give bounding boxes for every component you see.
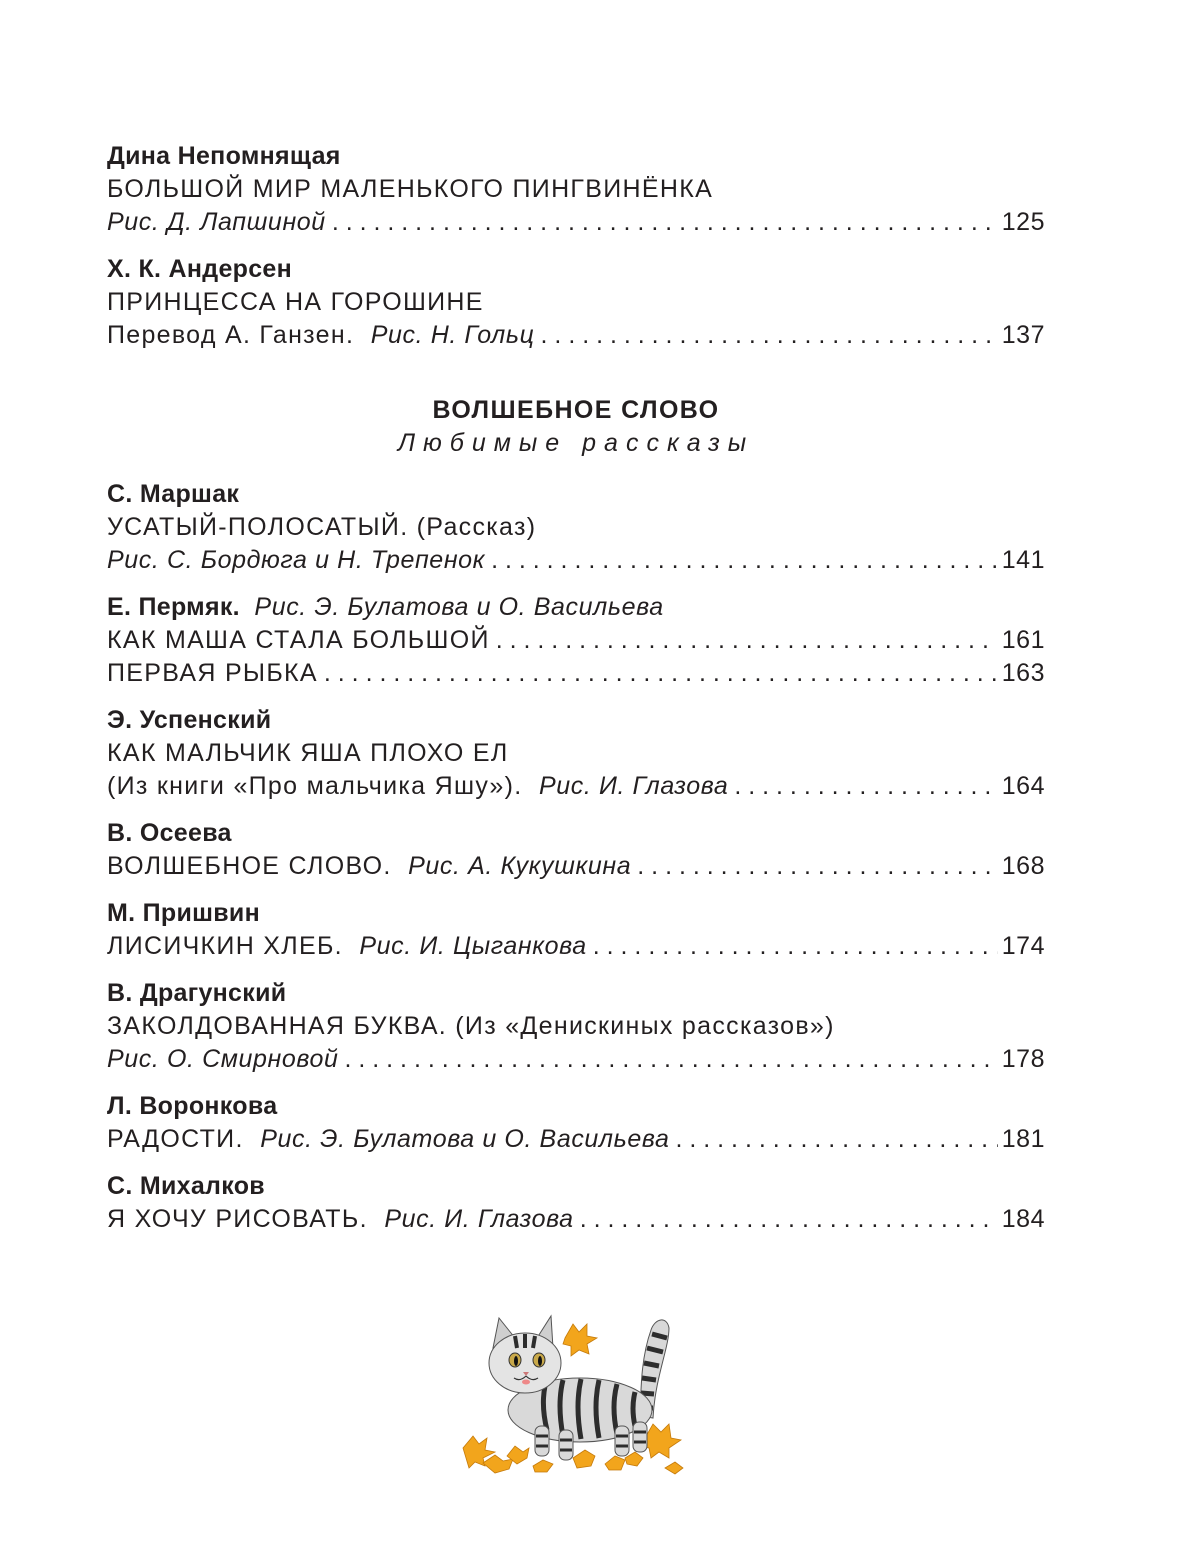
author-name: Л. Воронкова — [107, 1092, 278, 1120]
illustrator: Рис. А. Кукушкина — [408, 852, 632, 880]
story-title: КАК МАША СТАЛА БОЛЬШОЙ — [107, 626, 490, 654]
toc-entry — [107, 140, 1045, 239]
author-name: Э. Успенский — [107, 706, 272, 734]
section-title: ВОЛШЕБНОЕ СЛОВО — [432, 396, 720, 424]
toc-line[interactable] — [107, 1043, 1045, 1076]
toc-line[interactable] — [107, 1203, 1045, 1236]
page-number: 125 — [1001, 208, 1045, 236]
leader-dots — [593, 930, 998, 963]
story-title: ВОЛШЕБНОЕ СЛОВО. — [107, 852, 392, 880]
illustrator: Рис. И. Глазова — [539, 772, 729, 800]
leader-dots — [541, 319, 998, 352]
table-of-contents — [107, 140, 1045, 1250]
toc-entry — [107, 1170, 1045, 1236]
leader-dots — [324, 657, 998, 690]
author-name: М. Пришвин — [107, 899, 260, 927]
illustrator: Рис. О. Смирновой — [107, 1045, 339, 1073]
page-number: 184 — [1001, 1205, 1045, 1233]
story-title: ЗАКОЛДОВАННАЯ БУКВА. (Из «Денискиных рассказов») — [107, 1012, 835, 1040]
story-title: УСАТЫЙ-ПОЛОСАТЫЙ. (Рассказ) — [107, 513, 537, 541]
page-number: 181 — [1001, 1125, 1045, 1153]
leader-dots — [580, 1203, 998, 1236]
illustrator: Рис. Э. Булатова и О. Васильева — [254, 593, 664, 621]
leader-dots — [734, 770, 997, 803]
page-number: 178 — [1001, 1045, 1045, 1073]
story-title: Я ХОЧУ РИСОВАТЬ. — [107, 1205, 368, 1233]
toc-line[interactable] — [107, 206, 1045, 239]
cat-icon — [455, 1308, 700, 1478]
toc-line[interactable] — [107, 1123, 1045, 1156]
leader-dots — [344, 1043, 997, 1076]
author-name: Х. К. Андерсен — [107, 255, 293, 283]
page-number: 163 — [1001, 659, 1045, 687]
toc-line[interactable] — [107, 657, 1045, 690]
leader-dots — [491, 544, 998, 577]
toc-entry — [107, 253, 1045, 352]
toc-line[interactable] — [107, 930, 1045, 963]
toc-entry — [107, 591, 1045, 690]
leader-dots — [637, 850, 998, 883]
author-name: В. Осеева — [107, 819, 232, 847]
illustrator: Рис. Н. Гольц — [370, 321, 535, 349]
story-title: БОЛЬШОЙ МИР МАЛЕНЬКОГО ПИНГВИНЁНКА — [107, 175, 714, 203]
toc-entry — [107, 1090, 1045, 1156]
toc-line[interactable] — [107, 624, 1045, 657]
page-number: 174 — [1001, 932, 1045, 960]
toc-entry — [107, 897, 1045, 963]
story-title: ЛИСИЧКИН ХЛЕБ. — [107, 932, 343, 960]
leader-dots — [332, 206, 998, 239]
toc-entry — [107, 478, 1045, 577]
author-name: Дина Непомнящая — [107, 142, 341, 170]
toc-line[interactable] — [107, 544, 1045, 577]
toc-entry — [107, 817, 1045, 883]
illustrator: Рис. Э. Булатова и О. Васильева — [260, 1125, 670, 1153]
story-title: РАДОСТИ. — [107, 1125, 244, 1153]
story-note: (Из книги «Про мальчика Яшу»). — [107, 772, 523, 800]
cat-head — [489, 1316, 561, 1393]
toc-line[interactable] — [107, 319, 1045, 352]
author-name: С. Михалков — [107, 1172, 265, 1200]
toc-line[interactable] — [107, 770, 1045, 803]
toc-entry — [107, 977, 1045, 1076]
illustrator: Рис. С. Бордюга и Н. Трепенок — [107, 546, 486, 574]
toc-entry — [107, 704, 1045, 803]
story-title: КАК МАЛЬЧИК ЯША ПЛОХО ЕЛ — [107, 739, 509, 767]
author-name: Е. Пермяк. — [107, 593, 240, 621]
page-number: 137 — [1001, 321, 1045, 349]
author-name: В. Драгунский — [107, 979, 287, 1007]
page-number: 164 — [1001, 772, 1045, 800]
author-name: С. Маршак — [107, 480, 240, 508]
toc-line[interactable] — [107, 850, 1045, 883]
illustrator: Рис. И. Цыганкова — [359, 932, 587, 960]
section-subtitle: Любимые рассказы — [397, 429, 755, 457]
section-header — [107, 394, 1045, 460]
story-title: ПРИНЦЕССА НА ГОРОШИНЕ — [107, 288, 484, 316]
page-number: 141 — [1001, 546, 1045, 574]
page-number: 168 — [1001, 852, 1045, 880]
translator: Перевод А. Ганзен. — [107, 321, 355, 349]
illustrator: Рис. Д. Лапшиной — [107, 208, 326, 236]
illustrator: Рис. И. Глазова — [384, 1205, 574, 1233]
story-title: ПЕРВАЯ РЫБКА — [107, 659, 318, 687]
leader-dots — [675, 1123, 997, 1156]
leader-dots — [496, 624, 998, 657]
page-number: 161 — [1001, 626, 1045, 654]
